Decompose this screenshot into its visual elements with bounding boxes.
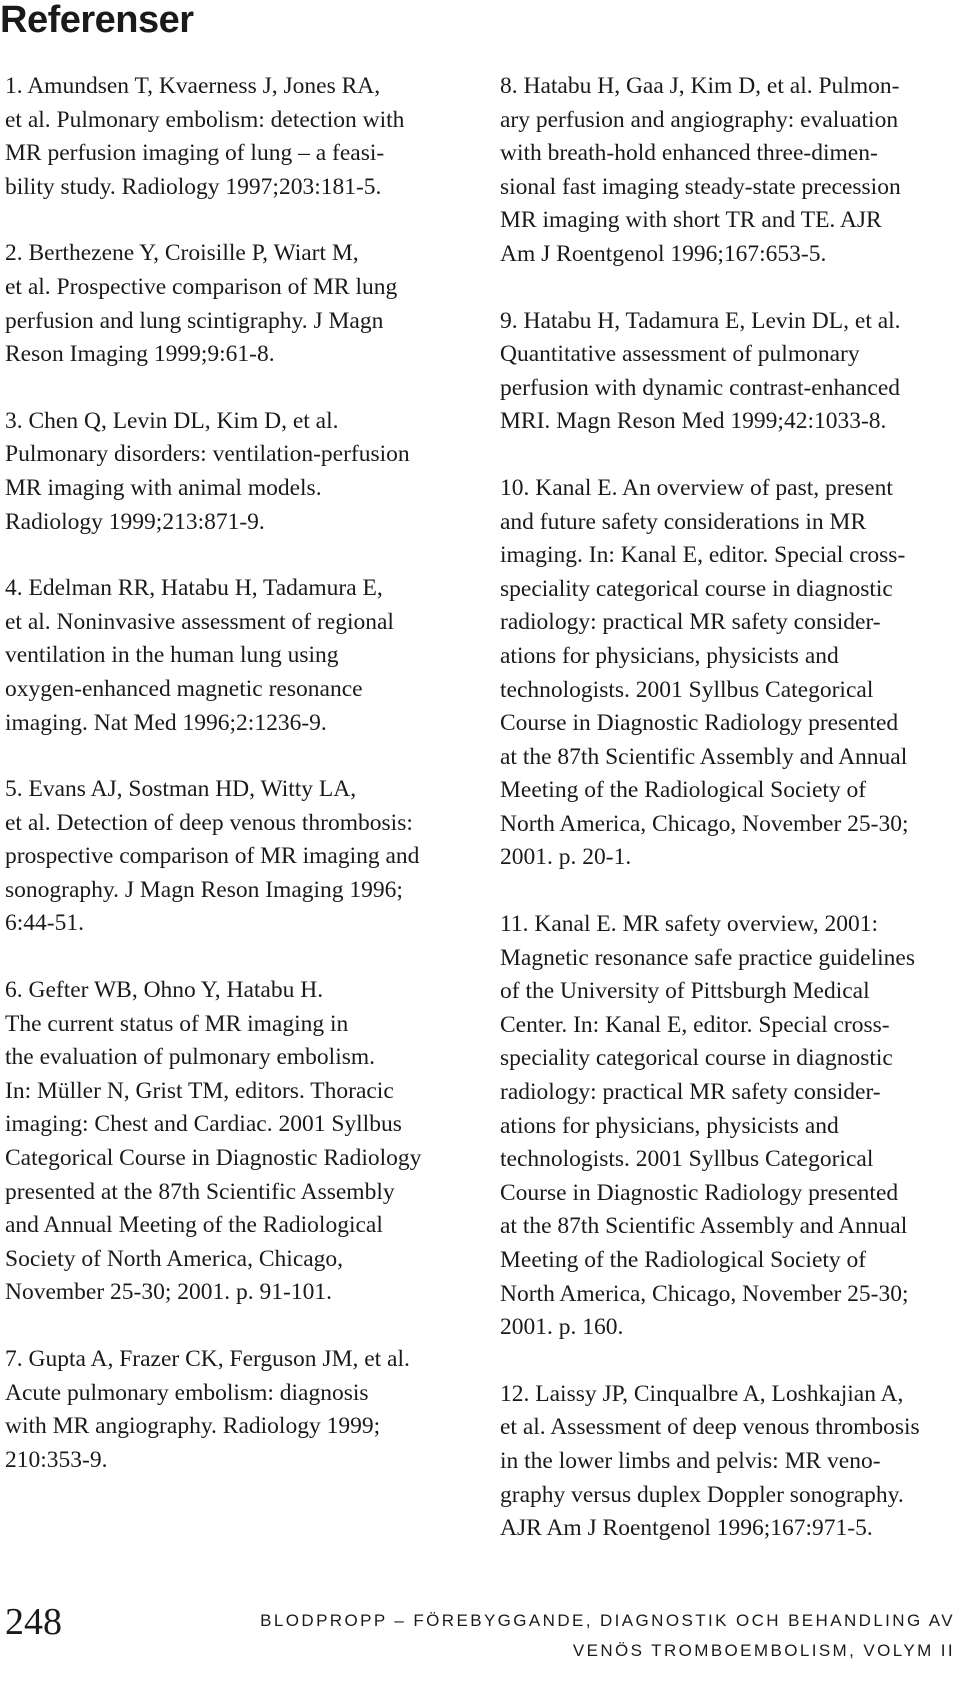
journal-title-line-1: BLODPROPP – FÖREBYGGANDE, DIAGNOSTIK OCH BEHANDLING AV bbox=[260, 1611, 955, 1630]
reference-item: 6. Gefter WB, Ohno Y, Hatabu H. The current status of MR imaging in the evaluation of pulmonary embolism. In: Müller N, Grist TM, editors. Thoracic imaging: Chest and Cardiac. 2001 Syllbus Categorical Course in Diagnostic Radiology presented at the 87th Scientific Assembly and Annual Meeting of the Radiological Society of North America, Chicago, November 25-30; 2001. p. 91-101. bbox=[5, 977, 422, 1306]
reference-item: 8. Hatabu H, Gaa J, Kim D, et al. Pulmon- ary perfusion and angiography: evaluation with breath-hold enhanced three-dimen- sional fast imaging steady-state precession MR imaging with short TR and TE. AJR Am J Roentgenol 1996;167:653-5. bbox=[500, 73, 901, 267]
reference-item: 1. Amundsen T, Kvaerness J, Jones RA, et al. Pulmonary embolism: detection with MR perfusion imaging of lung – a feasi- bility study. Radiology 1997;203:181-5. bbox=[5, 73, 405, 200]
reference-item: 4. Edelman RR, Hatabu H, Tadamura E, et al. Noninvasive assessment of regional ventilation in the human lung using oxygen-enhanced magnetic resonance imaging. Nat Med 1996;2:1236-9. bbox=[5, 575, 394, 736]
reference-item: 12. Laissy JP, Cinqualbre A, Loshkajian A, et al. Assessment of deep venous thrombosis in the lower limbs and pelvis: MR veno- graphy versus duplex Doppler sonography. AJR Am J Roentgenol 1996;167:971-5. bbox=[500, 1380, 920, 1542]
reference-item: 3. Chen Q, Levin DL, Kim D, et al. Pulmonary disorders: ventilation-perfusion MR imaging with animal models. Radiology 1999;213:871-9. bbox=[5, 407, 410, 535]
journal-title-line-2: VENÖS TROMBOEMBOLISM, VOLYM II bbox=[572, 1641, 955, 1660]
reference-item: 9. Hatabu H, Tadamura E, Levin DL, et al. Quantitative assessment of pulmonary perfusion with dynamic contrast-enhanced MRI. Magn Reson Med 1999;42:1033-8. bbox=[500, 307, 901, 435]
page-number: 248 bbox=[5, 1601, 62, 1643]
references-left-column bbox=[5, 70, 460, 1510]
reference-item: 2. Berthezene Y, Croisille P, Wiart M, et al. Prospective comparison of MR lung perfusion and lung scintigraphy. J Magn Reson Imaging 1999;9:61-8. bbox=[5, 240, 398, 368]
references-right-column bbox=[500, 70, 955, 1579]
page-footer bbox=[0, 1600, 960, 1680]
reference-item: 5. Evans AJ, Sostman HD, Witty LA, et al. Detection of deep venous thrombosis: prospective comparison of MR imaging and sonography. J Magn Reson Imaging 1996; 6:44-51. bbox=[5, 776, 420, 937]
reference-item: 11. Kanal E. MR safety overview, 2001: Magnetic resonance safe practice guidelines of the University of Pittsburgh Medical Center. In: Kanal E, editor. Special cross- speciality categorical course in diagnostic radiology: practical MR safety consider- ations for physicians, physicists and technologists. 2001 Syllbus Categorical Course in Diagnostic Radiology presented at the 87th Scientific Assembly and Annual Meeting of the Radiological Society of North America, Chicago, November 25-30; 2001. p. 160. bbox=[500, 911, 915, 1341]
reference-item: 7. Gupta A, Frazer CK, Ferguson JM, et al. Acute pulmonary embolism: diagnosis with MR angiography. Radiology 1999; 210:353-9. bbox=[5, 1346, 410, 1473]
page-title: Referenser bbox=[0, 0, 194, 41]
reference-item: 10. Kanal E. An overview of past, present and future safety considerations in MR imaging. In: Kanal E, editor. Special cross- speciality categorical course in diagnostic radiology: practical MR safety consider- ations for physicians, physicists and technologists. 2001 Syllbus Categorical Course in Diagnostic Radiology presented at the 87th Scientific Assembly and Annual Meeting of the Radiological Society of North America, Chicago, November 25-30; 2001. p. 20-1. bbox=[500, 474, 909, 871]
